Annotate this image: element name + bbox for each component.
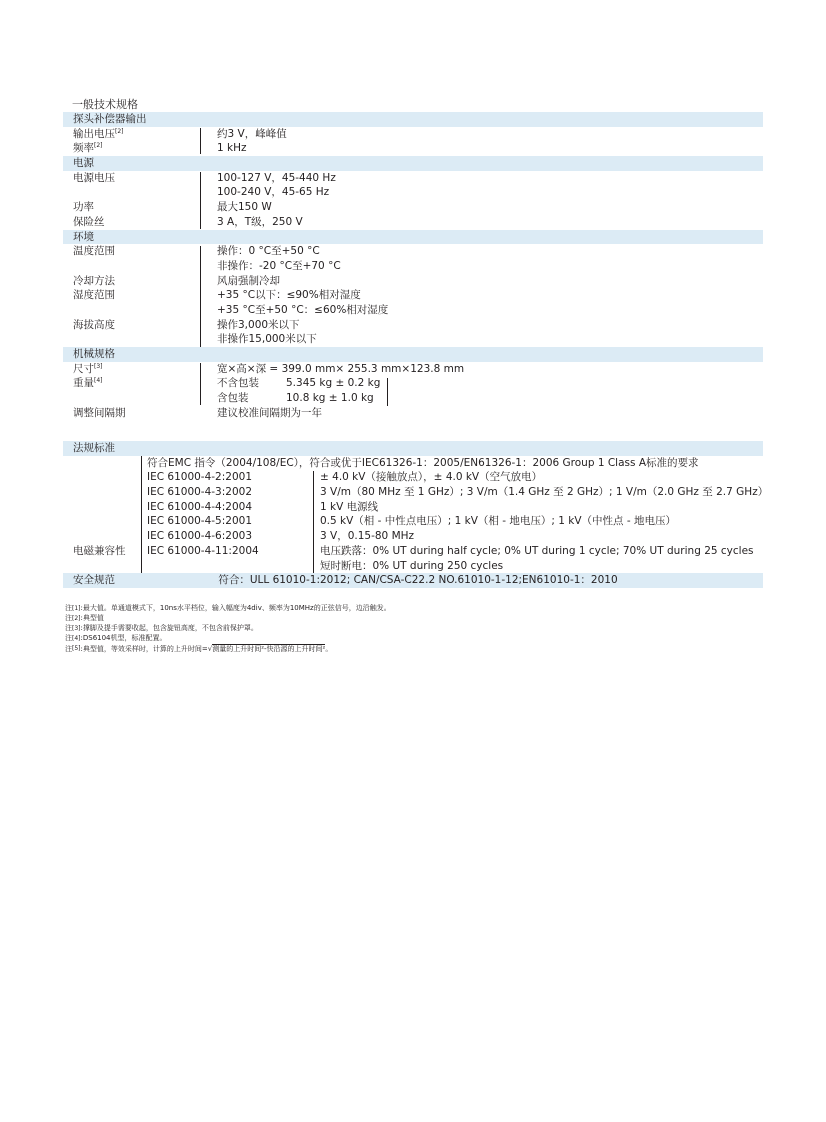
std-value: 3 V/m（80 MHz 至 1 GHz）; 3 V/m（1.4 GHz 至 2 GHz）; 1 V/m（2.0 GHz 至 2.7 GHz） [320, 486, 769, 499]
row-temperature [63, 244, 763, 259]
safety-value: 符合：ULL 61010-1:2012; CAN/CSA-C22.2 NO.61010-1-12;EN61010-1：2010 [218, 574, 618, 587]
row-std4 [63, 514, 763, 529]
std-value: 3 V，0.15-80 MHz [320, 530, 415, 543]
footnote-4: 注[4]:DS6104机型，标准配置。 [65, 634, 167, 642]
std-name: IEC 61000-4-5:2001 [147, 515, 252, 528]
row-label: 输出电压[2] [73, 127, 124, 140]
section-probe-comp [63, 112, 763, 127]
row-value: 操作：0 °C至+50 °C [217, 245, 320, 258]
footnote-2: 注[2]:典型值 [65, 614, 104, 622]
std-value: 1 kV 电源线 [320, 500, 379, 513]
row-value: 非操作15,000米以下 [217, 333, 317, 346]
row-value: +35 °C以下：≤90%相对湿度 [217, 289, 361, 302]
row-safety [63, 573, 763, 588]
row-value: 操作3,000米以下 [217, 318, 300, 331]
column-divider [200, 128, 201, 154]
section-title: 机械规格 [73, 348, 115, 360]
section-title: 探头补偿器输出 [73, 113, 147, 125]
row-emc-statement [63, 456, 763, 471]
std-value: ± 4.0 kV（接触放点），± 4.0 kV（空气放电） [320, 471, 543, 484]
column-divider [313, 471, 314, 573]
row-output-voltage [63, 127, 763, 142]
section-title: 法规标准 [73, 442, 115, 454]
footnote-5: 注[5]:典型值，等效采样时，计算的上升时间=√测量的上升时间²-快沿源的上升时间²。 [65, 645, 333, 653]
row-label: 湿度范围 [73, 289, 115, 302]
section-regulatory [63, 441, 763, 456]
row-label: 调整间隔期 [73, 406, 126, 419]
row-std6 [63, 544, 763, 559]
std-name: IEC 61000-4-6:2003 [147, 530, 252, 543]
footnote-ref: [4] [94, 377, 103, 385]
footnotes [65, 604, 391, 654]
weight-value: 10.8 kg ± 1.0 kg [286, 392, 374, 405]
row-value: +35 °C至+50 °C：≤60%相对湿度 [217, 303, 389, 316]
footnote-ref: [2] [115, 127, 124, 135]
row-value: 100-127 V，45-440 Hz [217, 171, 336, 184]
row-value: 风扇强制冷却 [217, 274, 280, 287]
column-divider [141, 456, 142, 573]
row-temperature-2 [63, 259, 763, 274]
row-fuse [63, 215, 763, 230]
row-label: 温度范围 [73, 245, 115, 258]
column-divider [200, 172, 201, 229]
row-value: 约3 V，峰峰值 [217, 127, 287, 140]
row-std6-2 [63, 559, 763, 574]
footnote-ref: [3] [94, 362, 103, 370]
row-value: 非操作：-20 °C至+70 °C [217, 259, 341, 272]
regulatory-table [63, 441, 769, 588]
row-cooling [63, 274, 763, 289]
row-power [63, 200, 763, 215]
column-divider [200, 363, 201, 405]
std-value: 0.5 kV（相 - 中性点电压）; 1 kV（相 - 地电压）; 1 kV（中性点 - 地电压） [320, 515, 677, 528]
row-label: 尺寸[3] [73, 362, 103, 375]
row-value: 1 kHz [217, 142, 247, 155]
sqrt-icon: √ [207, 645, 213, 653]
row-value: 建议校准间隔期为一年 [217, 406, 322, 419]
row-label: 功率 [73, 201, 94, 214]
footnote-1: 注[1]:最大值。单通道模式下，10ns水平档位，输入幅度为4div、频率为10MHz的正弦信号，边沿触发。 [65, 604, 391, 612]
section-title: 电源 [73, 157, 94, 170]
row-value: 最大150 W [217, 201, 272, 214]
column-divider [200, 246, 201, 347]
std-name: IEC 61000-4-2:2001 [147, 471, 252, 484]
row-value: 100-240 V，45-65 Hz [217, 186, 330, 199]
page-title: 一般技术规格 [72, 98, 138, 111]
section-environment [63, 230, 763, 245]
row-label: 保险丝 [73, 215, 105, 228]
section-power [63, 156, 763, 171]
row-frequency [63, 141, 763, 156]
column-divider [387, 378, 388, 406]
row-humidity [63, 288, 763, 303]
row-label: 频率[2] [73, 142, 103, 155]
row-std5 [63, 529, 763, 544]
std-value: 短时断电：0% UT during 250 cycles [320, 559, 504, 572]
row-label: 电源电压 [73, 171, 115, 184]
row-std1 [63, 470, 763, 485]
section-title: 环境 [73, 230, 94, 243]
row-value: 3 A，T级，250 V [217, 215, 303, 228]
sqrt-expression: 测量的上升时间²-快沿源的上升时间² [212, 645, 326, 653]
footnote-ref: [2] [94, 142, 103, 150]
footnote-3: 注[3]:撑脚及提手需要收起，包含旋钮高度，不包含前保护罩。 [65, 624, 258, 632]
row-supply-voltage-2 [63, 185, 763, 200]
std-value: 电压跌落：0% UT during half cycle; 0% UT during 1 cycle; 70% UT during 25 cycles [320, 544, 754, 557]
row-label: 海拔高度 [73, 318, 115, 331]
row-label: 重量[4] [73, 377, 103, 390]
row-altitude [63, 318, 763, 333]
weight-sublabel: 不含包装 [217, 377, 259, 390]
row-humidity-2 [63, 303, 763, 318]
row-supply-voltage [63, 171, 763, 186]
row-label: 冷却方法 [73, 274, 115, 287]
row-altitude-2 [63, 332, 763, 347]
std-name: IEC 61000-4-11:2004 [147, 544, 259, 557]
row-value: 宽×高×深 = 399.0 mm× 255.3 mm×123.8 mm [217, 362, 465, 375]
general-spec-table [63, 112, 763, 420]
row-calibration [63, 406, 763, 421]
std-name: IEC 61000-4-3:2002 [147, 486, 252, 499]
row-std3 [63, 500, 763, 515]
weight-sublabel: 含包装 [217, 392, 249, 405]
row-weight [63, 376, 763, 391]
row-size [63, 362, 763, 377]
safety-label: 安全规范 [73, 574, 115, 587]
emc-statement: 符合EMC 指令（2004/108/EC），符合或优于IEC61326-1：2005/EN61326-1：2006 Group 1 Class A标准的要求 [147, 456, 699, 469]
section-mechanical [63, 347, 763, 362]
emc-label: 电磁兼容性 [73, 544, 126, 557]
row-weight-2 [63, 391, 763, 406]
std-name: IEC 61000-4-4:2004 [147, 500, 252, 513]
weight-value: 5.345 kg ± 0.2 kg [286, 377, 381, 390]
row-std2 [63, 485, 769, 500]
